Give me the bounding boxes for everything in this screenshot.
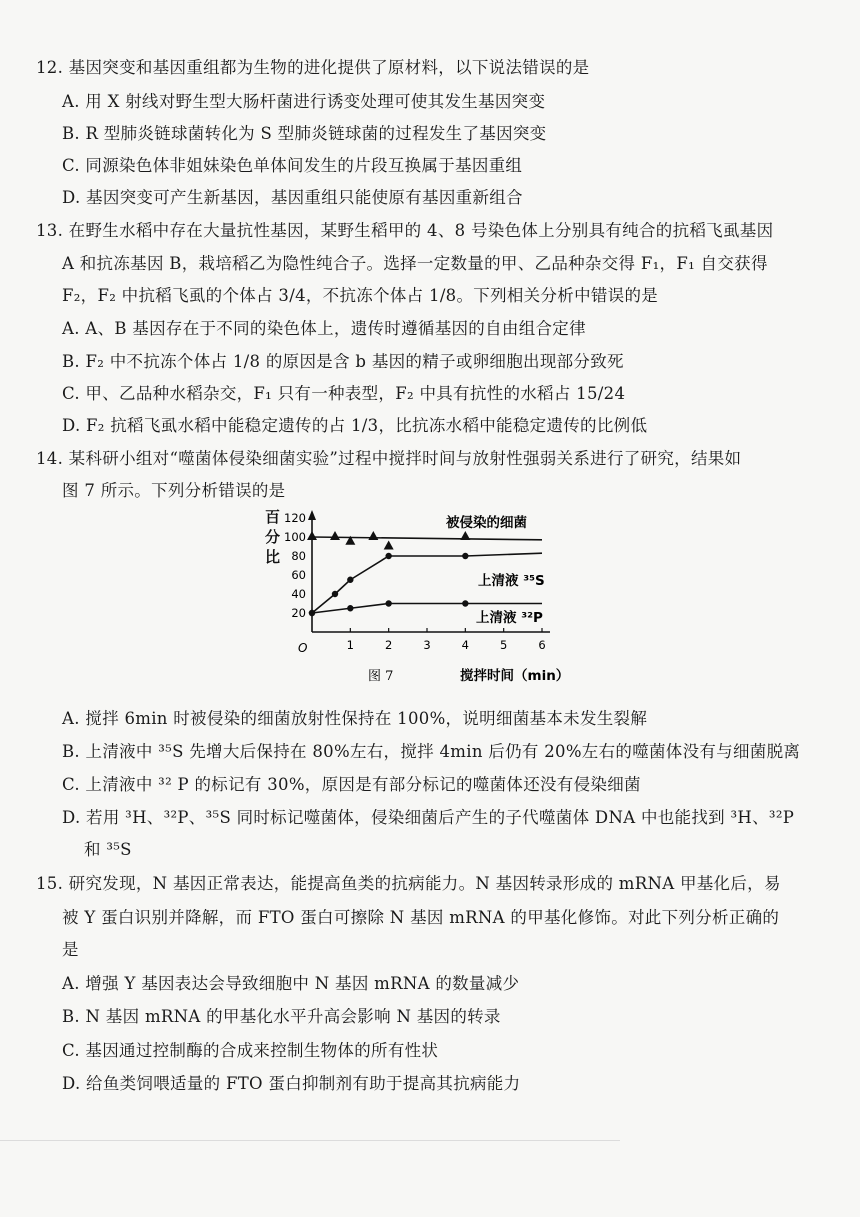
origin-label: O — [298, 641, 308, 655]
data-point-bacteria — [460, 531, 470, 540]
data-point-p32 — [385, 600, 391, 606]
q15-stem-line2: 被 Y 蛋白识别并降解，而 FTO 蛋白可擦除 N 基因 mRNA 的甲基化修饰。对此下列分析正确的 — [62, 908, 780, 927]
x-tick-label: 5 — [500, 638, 508, 652]
q12-stem: 12. 基因突变和基因重组都为生物的进化提供了原材料，以下说法错误的是 — [36, 58, 590, 77]
data-point-bacteria — [368, 531, 378, 540]
q12-option-b: B. R 型肺炎链球菌转化为 S 型肺炎链球菌的过程发生了基因突变 — [62, 124, 547, 143]
q12-option-c: C. 同源染色体非姐妹染色单体间发生的片段互换属于基因重组 — [62, 156, 523, 175]
q13-option-c: C. 甲、乙品种水稻杂交，F₁ 只有一种表型，F₂ 中具有抗性的水稻占 15/24 — [62, 384, 626, 403]
y-tick-label: 120 — [284, 511, 306, 525]
q15-stem-line3: 是 — [62, 940, 79, 959]
data-point-s35 — [462, 553, 468, 559]
q15-stem-line1: 15. 研究发现，N 基因正常表达，能提高鱼类的抗病能力。N 基因转录形成的 mRNA 甲基化后，易 — [36, 874, 781, 893]
y-axis-label — [265, 508, 280, 566]
x-tick-label: 6 — [538, 638, 546, 652]
series-label-bacteria: 被侵染的细菌 — [446, 515, 527, 531]
x-tick-label: 4 — [461, 638, 469, 652]
x-tick-label: 1 — [346, 638, 354, 652]
y-tick-label: 40 — [291, 587, 306, 601]
y-axis-label-char: 比 — [265, 548, 281, 566]
q14-stem-line2: 图 7 所示。下列分析错误的是 — [62, 481, 286, 500]
q14-option-a: A. 搅拌 6min 时被侵染的细菌放射性保持在 100%，说明细菌基本未发生裂解 — [62, 709, 648, 728]
q14-option-c: C. 上清液中 ³² P 的标记有 30%，原因是有部分标记的噬菌体还没有侵染细菌 — [62, 775, 641, 794]
y-tick-labels — [284, 511, 306, 620]
q13-stem-line1: 13. 在野生水稻中存在大量抗性基因，某野生稻甲的 4、8 号染色体上分别具有纯合的抗稻飞虱基因 — [36, 221, 774, 240]
figure-caption: 图 7 — [368, 669, 394, 684]
data-point-s35 — [332, 591, 338, 597]
y-tick-label: 60 — [291, 568, 306, 582]
data-point-bacteria — [384, 541, 394, 550]
series-label-p32: 上清液 ³²P — [476, 610, 543, 626]
q15-option-d: D. 给鱼类饲喂适量的 FTO 蛋白抑制剂有助于提高其抗病能力 — [62, 1074, 521, 1093]
q14-option-d-line2: 和 ³⁵S — [84, 840, 132, 859]
y-axis-label-char: 分 — [265, 528, 281, 546]
x-axis-label: 搅拌时间（min） — [460, 668, 570, 684]
q15-option-a: A. 增强 Y 基因表达会导致细胞中 N 基因 mRNA 的数量减少 — [62, 974, 520, 993]
q12-option-d: D. 基因突变可产生新基因，基因重组只能使原有基因重新组合 — [62, 188, 523, 207]
x-tick-label: 2 — [385, 638, 393, 652]
data-point-s35 — [347, 577, 353, 583]
q13-stem-line2: A 和抗冻基因 B，栽培稻乙为隐性纯合子。选择一定数量的甲、乙品种杂交得 F₁，F₁ 自交获得 — [62, 254, 768, 273]
q15-option-b: B. N 基因 mRNA 的甲基化水平升高会影响 N 基因的转录 — [62, 1007, 501, 1026]
q12-option-a: A. 用 X 射线对野生型大肠杆菌进行诱变处理可使其发生基因突变 — [62, 92, 546, 111]
q13-option-d: D. F₂ 抗稻飞虱水稻中能稳定遗传的占 1/3，比抗冻水稻中能稳定遗传的比例低 — [62, 416, 648, 435]
y-tick-label: 100 — [284, 530, 306, 544]
q13-option-b: B. F₂ 中不抗冻个体占 1/8 的原因是含 b 基因的精子或卵细胞出现部分致死 — [62, 352, 624, 371]
x-tick-label: 3 — [423, 638, 431, 652]
q13-stem-line3: F₂，F₂ 中抗稻飞虱的个体占 3/4，不抗冻个体占 1/8。下列相关分析中错误的是 — [62, 286, 659, 305]
y-tick-label: 20 — [291, 606, 306, 620]
data-point-p32 — [462, 600, 468, 606]
y-axis-label-char: 百 — [265, 508, 281, 526]
q14-stem-line1: 14. 某科研小组对“噬菌体侵染细菌实验”过程中搅拌时间与放射性强弱关系进行了研究，结果如 — [36, 449, 742, 468]
q15-option-c: C. 基因通过控制酶的合成来控制生物体的所有性状 — [62, 1041, 439, 1060]
figure-7-chart — [250, 500, 570, 690]
page-bottom-rule — [0, 1140, 620, 1141]
q13-option-a: A. A、B 基因存在于不同的染色体上，遗传时遵循基因的自由组合定律 — [62, 319, 586, 338]
data-point-p32 — [347, 605, 353, 611]
data-point-s35 — [385, 553, 391, 559]
y-axis-arrow — [308, 510, 316, 520]
data-point-p32 — [309, 610, 315, 616]
series-label-s35: 上清液 ³⁵S — [478, 573, 545, 589]
data-point-bacteria — [307, 531, 317, 540]
series-line-bacteria — [312, 537, 542, 540]
q14-option-d-line1: D. 若用 ³H、³²P、³⁵S 同时标记噬菌体，侵染细菌后产生的子代噬菌体 DNA 中也能找到 ³H、³²P — [62, 808, 795, 827]
y-tick-label: 80 — [291, 549, 306, 563]
data-point-bacteria — [330, 531, 340, 540]
q14-option-b: B. 上清液中 ³⁵S 先增大后保持在 80%左右，搅拌 4min 后仍有 20%左右的噬菌体没有与细菌脱离 — [62, 742, 801, 761]
figure-7 — [250, 500, 570, 690]
